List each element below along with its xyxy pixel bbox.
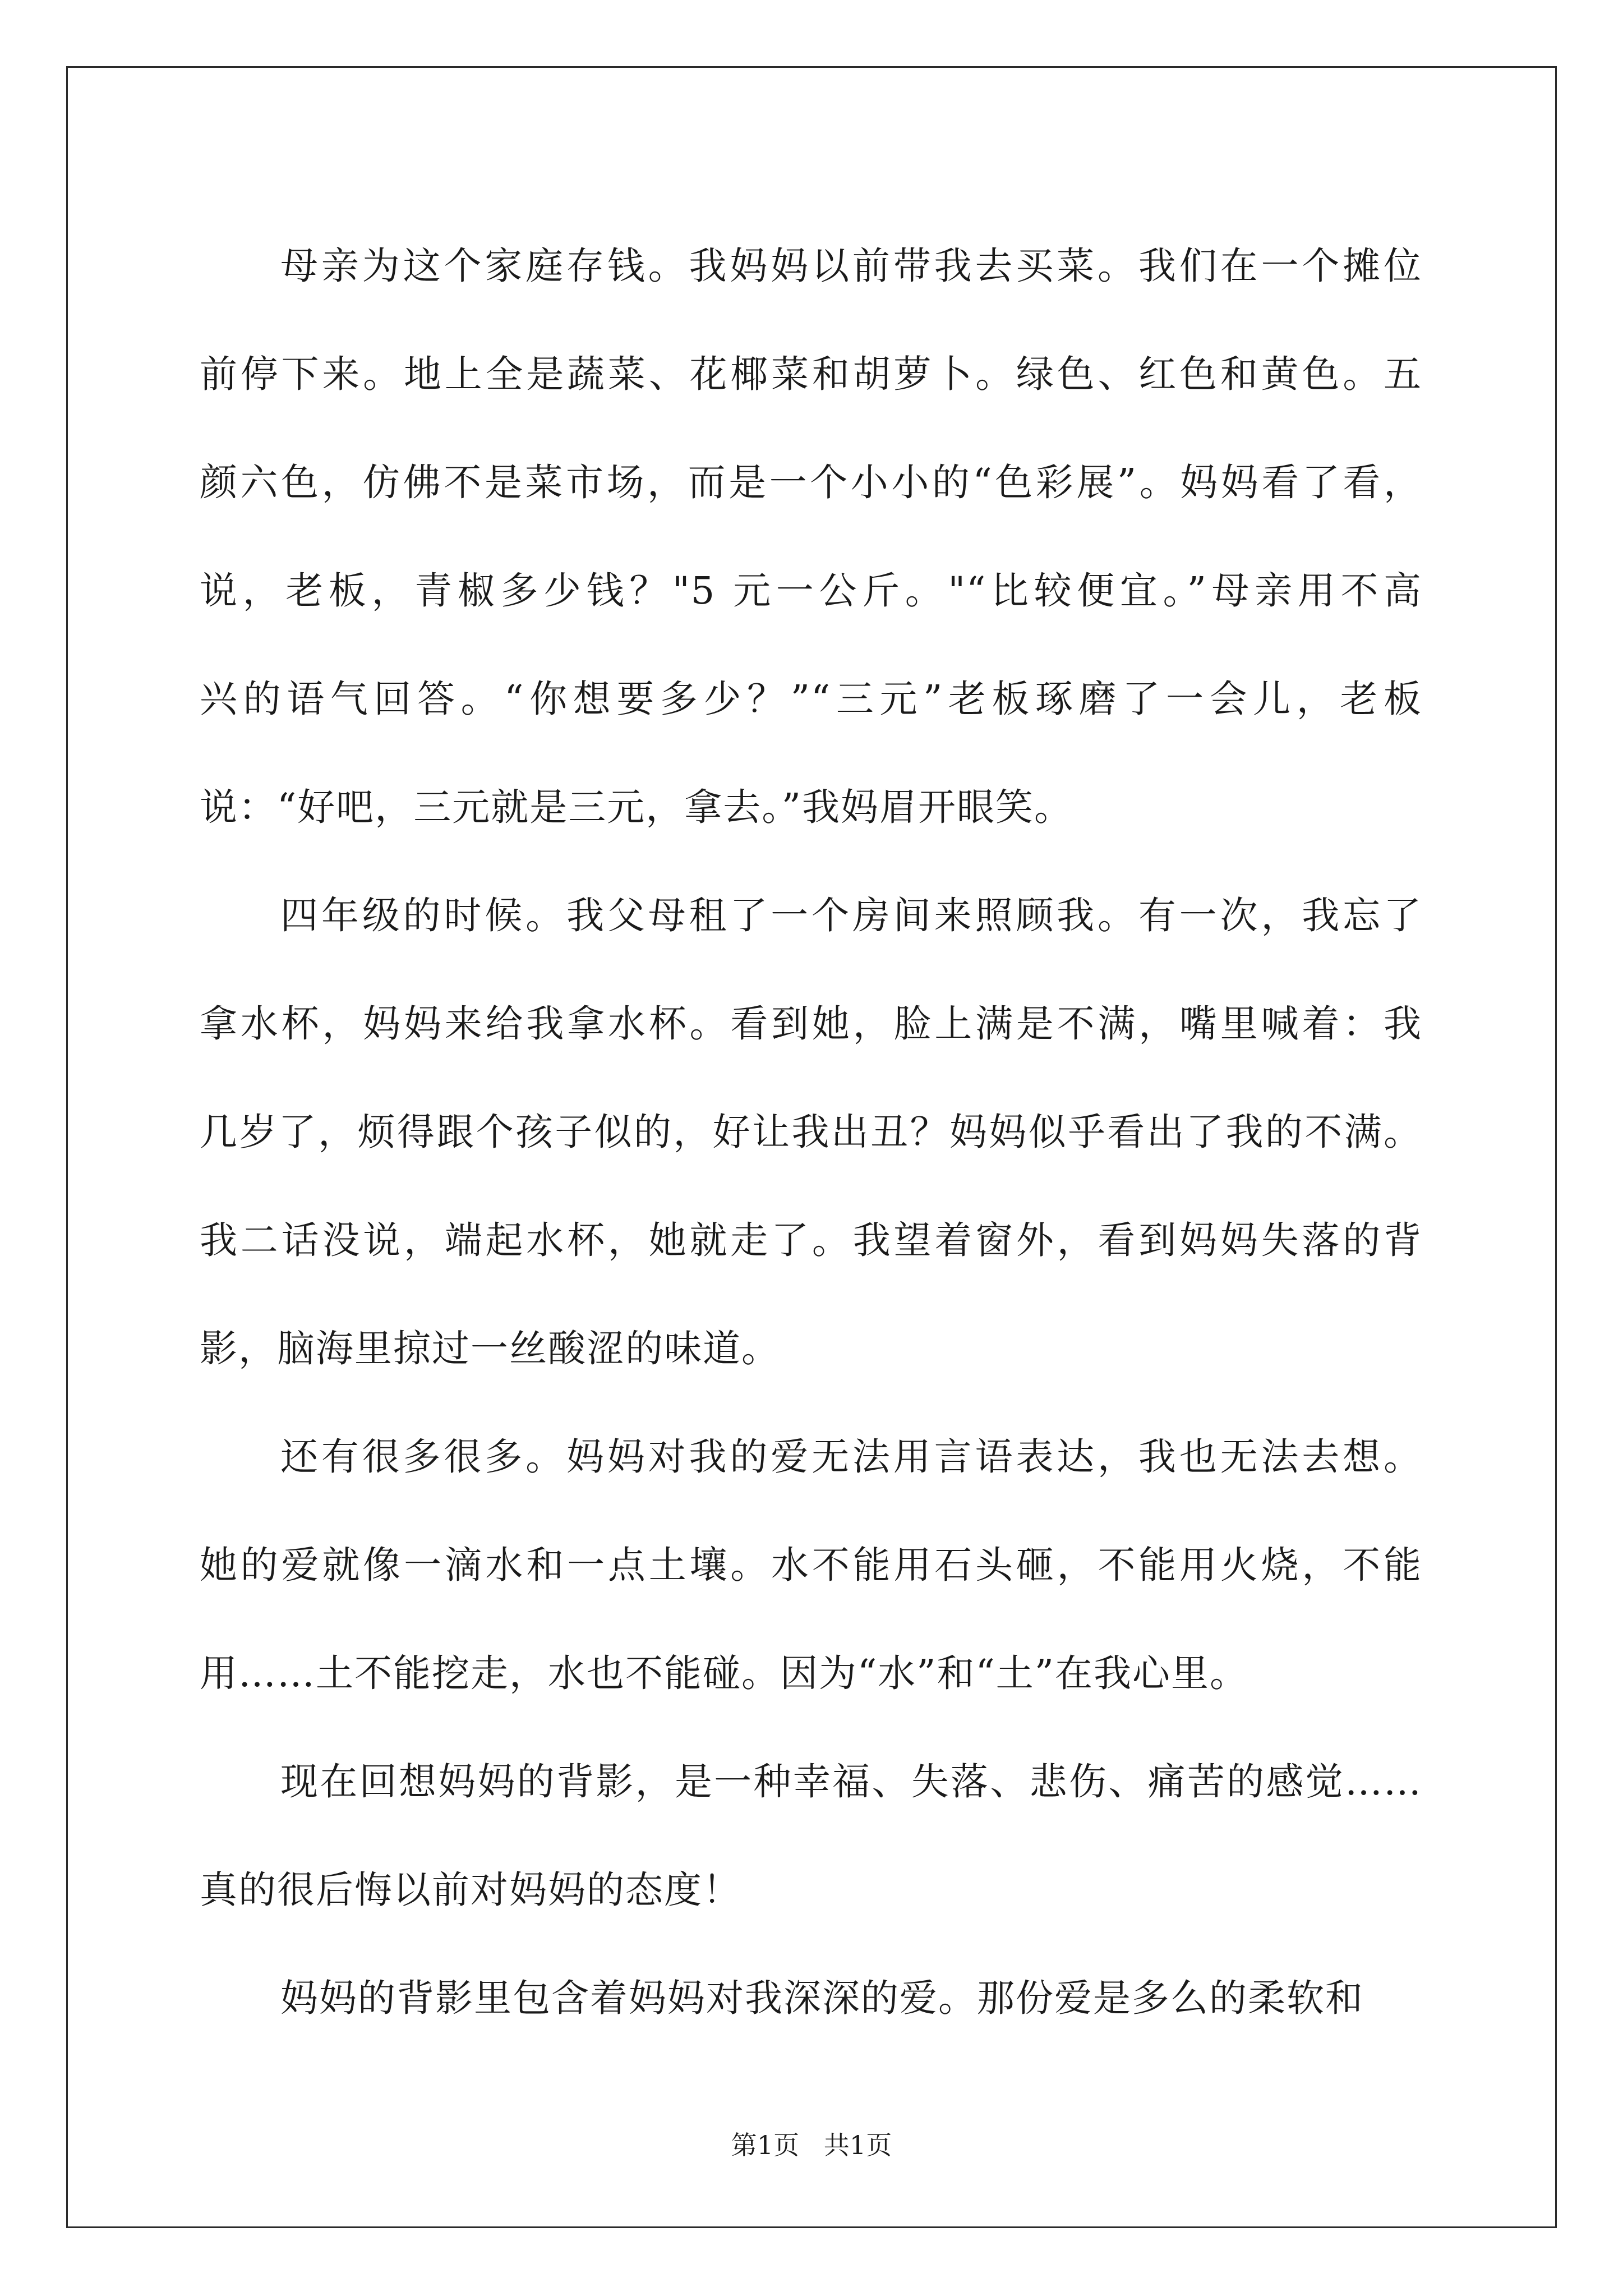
text-line: 用……土不能挖走，水也不能碰。因为“水”和“土”在我心里。: [200, 1651, 1249, 1695]
text-line: 我二话没说，端起水杯，她就走了。我望着窗外，看到妈妈失落的背: [200, 1218, 1422, 1262]
text-line: 颜六色，仿佛不是菜市场，而是一个小小的“色彩展”。妈妈看了看，: [200, 461, 1422, 504]
text-line: 她的爱就像一滴水和一点土壤。水不能用石头砸，不能用火烧，不能: [200, 1543, 1422, 1587]
text-line: 妈妈的背影里包含着妈妈对我深深的爱。那份爱是多么的柔软和: [280, 1976, 1364, 2020]
text-line: 拿水杯，妈妈来给我拿水杯。看到她，脸上满是不满，嘴里喊着：我: [200, 1002, 1422, 1046]
text-line: 四年级的时候。我父母租了一个房间来照顾我。有一次，我忘了: [280, 894, 1422, 937]
text-line: 前停下来。地上全是蔬菜、花椰菜和胡萝卜。绿色、红色和黄色。五: [200, 352, 1422, 396]
document-body: [200, 212, 1422, 2053]
page-number-footer: 第1页 共1页: [731, 2130, 892, 2160]
text-line: 还有很多很多。妈妈对我的爱无法用言语表达，我也无法去想。: [280, 1435, 1422, 1479]
text-line: 现在回想妈妈的背影，是一种幸福、失落、悲伤、痛苦的感觉……: [280, 1760, 1422, 1803]
text-line: 兴的语气回答。“你想要多少？”“三元”老板琢磨了一会儿，老板: [200, 677, 1422, 721]
text-line: 说：“好吧，三元就是三元，拿去。”我妈眉开眼笑。: [200, 785, 1073, 829]
text-line: 真的很后悔以前对妈妈的态度！: [200, 1868, 741, 1912]
text-line: 说，老板，青椒多少钱？"5 元一公斤。"“比较便宜。”母亲用不高: [200, 569, 1422, 613]
text-line: 几岁了，烦得跟个孩子似的，好让我出丑？妈妈似乎看出了我的不满。: [200, 1110, 1422, 1154]
text-line: 影，脑海里掠过一丝酸涩的味道。: [200, 1327, 780, 1370]
text-line: 母亲为这个家庭存钱。我妈妈以前带我去买菜。我们在一个摊位: [280, 244, 1422, 288]
